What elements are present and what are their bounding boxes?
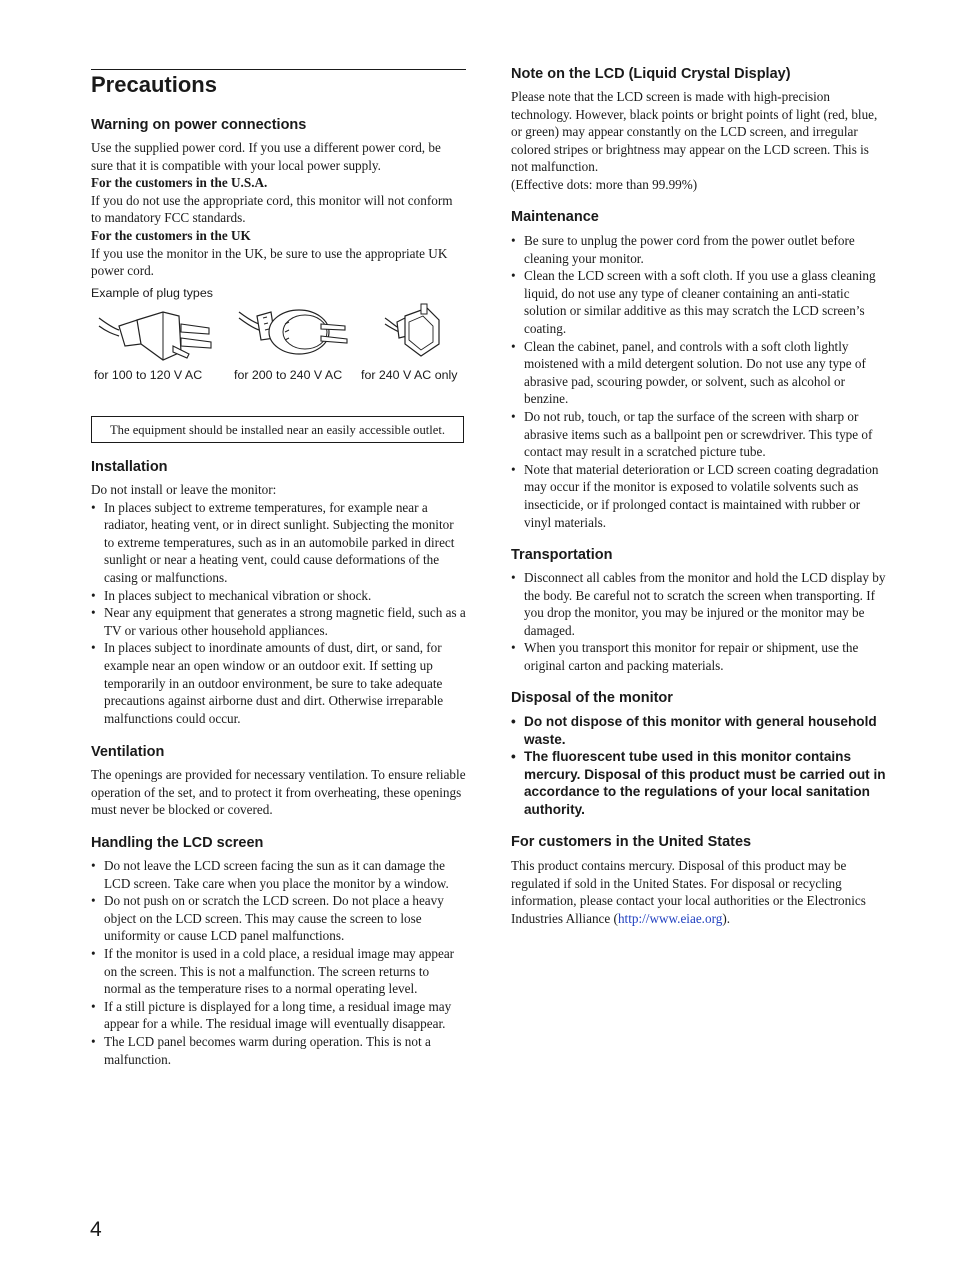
list-item: • Do not rub, touch, or tap the surface of the screen with sharp or abrasive items such as a ballpoint pen or screwdriver. This type of contact may result in a scratched picture tube.: [511, 408, 873, 460]
list-item: • Do not leave the LCD screen facing the sun as it can damage the LCD screen. Take care when you place the monitor by a window.: [91, 858, 449, 891]
transportation-section: [511, 569, 886, 675]
list-item: • In places subject to extreme temperatures, for example near a radiator, heating vent, or in direct sunlight. Subjecting the monitor to extreme temperatures, such as in an automobile parked in direct sunlight or near a heating vent, could cause deformations of the casing or malfunctions.: [91, 499, 455, 585]
lcd-note-section: [511, 88, 886, 194]
handling-list: [91, 857, 466, 1068]
power-intro: Use the supplied power cord. If you use a different power cord, be sure that it is compatible with your local power supply.: [91, 140, 441, 173]
handling-section: [91, 857, 466, 1068]
plug-label-eu: for 200 to 240 V AC: [234, 368, 343, 382]
transportation-list: [511, 569, 886, 675]
list-item: • Clean the LCD screen with a soft cloth. If you use a glass cleaning liquid, do not use any type of cleaner containing an anti-static solution or similar additive as this may scratch the LCD screen’s coating.: [511, 268, 876, 336]
list-item: • In places subject to mechanical vibration or shock.: [91, 587, 372, 603]
disposal-section: [511, 713, 886, 819]
power-section: [91, 139, 466, 280]
usa-heading: For the customers in the U.S.A.: [91, 175, 268, 191]
us-customers-section: [511, 857, 886, 927]
list-item: • Note that material deterioration or LCD screen coating degradation may occur if the monitor is exposed to volatile solvents such as insecticide, or if prolonged contact is maintained with rubber or vinyl materials.: [511, 461, 879, 530]
maintenance-section: [511, 232, 886, 531]
list-item: • The LCD panel becomes warm during operation. This is not a malfunction.: [91, 1033, 431, 1067]
list-item: • Near any equipment that generates a strong magnetic field, such as a TV or various other household appliances.: [91, 605, 466, 638]
installation-section: [91, 481, 466, 727]
us-plug-icon: [97, 304, 217, 364]
list-item: • If the monitor is used in a cold place, a residual image may appear on the screen. This is not a malfunction. The screen returns to normal as the temperature rises to a normal operating level.: [91, 945, 455, 997]
maintenance-list: [511, 232, 886, 531]
list-item: • If a still picture is displayed for a long time, a residual image may appear for a while. The residual image will eventually disappear.: [91, 998, 452, 1032]
list-item: • Do not push on or scratch the LCD screen. Do not place a heavy object on the LCD screen. This may cause the screen to lose uniformity or cause LCD panel malfunctions.: [91, 893, 444, 944]
page-number: 4: [90, 1218, 102, 1241]
uk-heading: For the customers in the UK: [91, 227, 251, 243]
list-item: • Be sure to unplug the power cord from the power outlet before cleaning your monitor.: [511, 233, 855, 266]
plug-label-us: for 100 to 120 V AC: [94, 368, 203, 382]
plug-caption: Example of plug types: [91, 286, 213, 300]
uk-plug-icon: [383, 300, 443, 362]
power-heading: Warning on power connections: [91, 117, 307, 133]
ventilation-section: [91, 766, 466, 819]
disposal-heading: Disposal of the monitor: [511, 690, 673, 706]
installation-notice: The equipment should be installed near an easily accessible outlet.: [91, 416, 464, 443]
lcd-note-heading: Note on the LCD (Liquid Crystal Display): [511, 66, 791, 82]
handling-heading: Handling the LCD screen: [91, 835, 264, 851]
disposal-list: [511, 713, 886, 819]
installation-heading: Installation: [91, 459, 168, 475]
lcd-note-dots: (Effective dots: more than 99.99%): [511, 176, 698, 192]
maintenance-heading: Maintenance: [511, 209, 599, 225]
us-customers-text: This product contains mercury. Disposal of this product may be regulated if sold in the United States. For disposal or recycling information, please contact your local authorities or the Electronics Industries Alliance (http://www.eiae.org).: [511, 858, 866, 926]
installation-intro: Do not install or leave the monitor:: [91, 482, 277, 497]
page-title: Precautions: [91, 69, 466, 98]
usa-text: If you do not use the appropriate cord, this monitor will not conform to mandatory FCC standards.: [91, 192, 453, 226]
us-customers-heading: For customers in the United States: [511, 834, 752, 850]
list-item: • Disconnect all cables from the monitor and hold the LCD display by the body. Be careful not to scratch the screen when transporting. If you drop the monitor, you may be injured or the monitor may be damaged.: [511, 570, 886, 638]
ventilation-heading: Ventilation: [91, 744, 165, 760]
eiae-link[interactable]: http://www.eiae.org: [617, 910, 723, 926]
lcd-note-text: Please note that the LCD screen is made with high-precision technology. However, black points or bright points of light (red, blue, or green) may appear constantly on the LCD screen, and irregular colored stripes or brightness may appear on the LCD screen. This is not malfunction.: [511, 89, 878, 175]
transportation-heading: Transportation: [511, 547, 613, 563]
plug-label-uk: for 240 V AC only: [361, 368, 458, 382]
list-item: • Do not dispose of this monitor with general household waste.: [511, 714, 877, 747]
ventilation-text: The openings are provided for necessary ventilation. To ensure reliable operation of the set, and to protect it from overheating, these openings must never be blocked or covered.: [91, 767, 466, 818]
list-item: • When you transport this monitor for repair or shipment, use the original carton and packing materials.: [511, 640, 859, 673]
installation-list: [91, 499, 466, 728]
list-item: • The fluorescent tube used in this monitor contains mercury. Disposal of this product must be carried out in accordance to the regulations of your local sanitation authority.: [511, 749, 886, 817]
uk-text: If you use the monitor in the UK, be sure to use the appropriate UK power cord.: [91, 245, 448, 279]
list-item: • In places subject to inordinate amounts of dust, dirt, or sand, for example near an open window or an outdoor exit. If setting up temporarily in an outdoor environment, be sure to take adequate precautions against airborne dust and dirt. Otherwise irreparable malfunctions could occur.: [91, 640, 444, 726]
eu-plug-icon: [237, 302, 357, 362]
list-item: • Clean the cabinet, panel, and controls with a soft cloth lightly moistened with a mild detergent solution. Do not use any type of abrasive pad, scouring powder, or solvent, such as alcohol or benzine.: [511, 338, 866, 407]
